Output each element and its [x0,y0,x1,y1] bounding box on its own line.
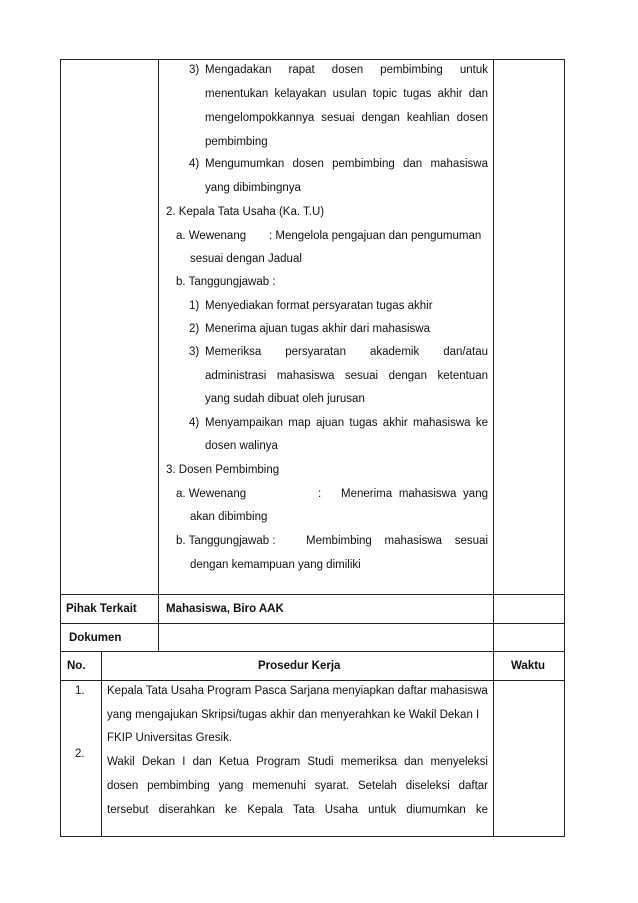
list-item-text: Menyampaikan map ajuan tugas akhir mahasiswa ke [205,417,488,429]
list-number: 3) [189,64,200,76]
list-item-text: yang dibimbingnya [205,182,301,194]
sub-label: b. Tanggungjawab : [176,535,276,547]
procedure-number: 2. [75,748,85,760]
procedure-text: tersebut diserahkan ke Kepala Tata Usaha untuk diumumkan ke [107,804,488,816]
sub-label: a. Wewenang [176,488,247,500]
col-divider-label [158,59,159,652]
pihak-terkait-label: Pihak Terkait [66,603,137,615]
list-number: 1) [189,300,200,312]
list-item-text: dosen walinya [205,440,278,452]
procedure-text: yang mengajukan Skripsi/tugas akhir dan menyerahkan ke Wakil Dekan I [107,709,480,721]
list-item-text: Mengadakan rapat dosen pembimbing untuk [205,64,488,76]
row-border-procedure-top [60,680,565,681]
procedure-text: FKIP Universitas Gresik. [107,732,233,744]
list-number: 2) [189,323,200,335]
sub-text: : Mengelola pengajuan dan pengumuman [269,230,482,242]
list-number: 4) [189,417,200,429]
sub-label: b. Tanggungjawab : [176,276,276,288]
sub-text: sesuai dengan Jadual [190,253,302,265]
sub-text: dengan kemampuan yang dimiliki [190,559,361,571]
row-border-pihak-top [60,594,565,595]
sub-text: Membimbing mahasiswa sesuai [306,535,488,547]
sub-label: a. Wewenang [176,230,247,242]
section-heading: 3. Dosen Pembimbing [166,464,280,476]
header-waktu: Waktu [511,660,546,672]
list-item-text: Menerima ajuan tugas akhir dari mahasiswa [205,323,430,335]
list-item-text: pembimbing [205,136,268,148]
sub-text: : [318,488,322,500]
list-item-text: Mengumumkan dosen pembimbing dan mahasiswa [205,158,488,170]
list-number: 3) [189,346,200,358]
pihak-terkait-value: Mahasiswa, Biro AAK [166,603,284,615]
list-item-text: menentukan kelayakan usulan topic tugas akhir dan [205,88,488,100]
list-item-text: Menyediakan format persyaratan tugas akhir [205,300,433,312]
header-prosedur-kerja: Prosedur Kerja [258,660,341,672]
procedure-text: dosen pembimbing yang memenuhi syarat. Setelah diseleksi daftar [107,780,488,792]
procedure-text: Wakil Dekan I dan Ketua Program Studi memeriksa dan menyeleksi [107,756,488,768]
table-right-border [564,59,565,837]
sub-text: akan dibimbing [190,511,268,523]
col-divider-waktu [493,59,494,837]
section-heading: 2. Kepala Tata Usaha (Ka. T.U) [166,206,325,218]
list-item-text: yang sudah dibuat oleh jurusan [205,393,365,405]
list-item-text: Memeriksa persyaratan akademik dan/atau [205,346,488,358]
procedure-text: Kepala Tata Usaha Program Pasca Sarjana menyiapkan daftar mahasiswa [107,685,488,697]
col-divider-no [101,651,102,837]
procedure-number: 1. [75,685,85,697]
header-no: No. [67,660,86,672]
row-border-dokumen-top [60,623,565,624]
list-item-text: administrasi mahasiswa sesuai dengan ketentuan [205,370,488,382]
table-top-border [60,59,565,60]
list-item-text: mengelompokkannya sesuai dengan keahlian dosen [205,112,488,124]
table-left-border [60,59,61,837]
table-bottom-border [60,836,565,837]
list-number: 4) [189,158,200,170]
sub-text: Menerima mahasiswa yang [341,488,488,500]
row-border-header-top [60,651,565,652]
dokumen-label: Dokumen [69,632,122,644]
